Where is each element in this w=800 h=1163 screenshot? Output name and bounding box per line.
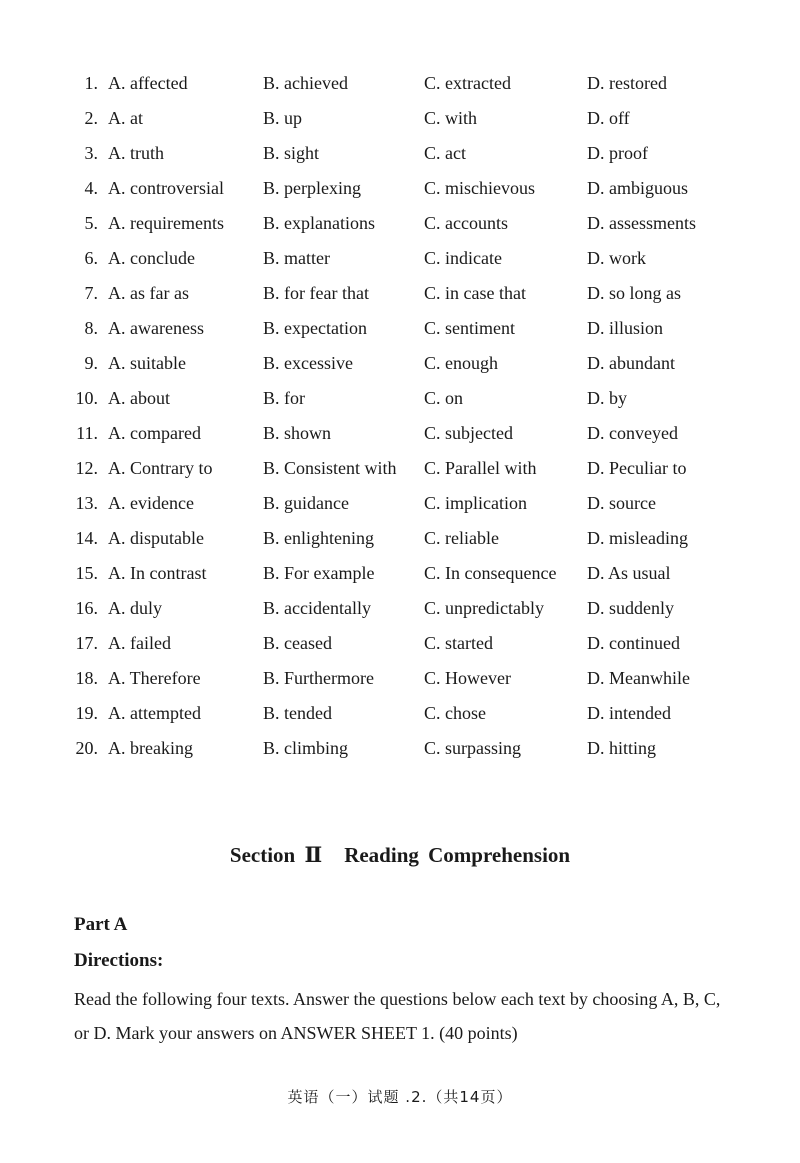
option-b: B. accidentally (263, 598, 371, 618)
question-row (0, 346, 800, 381)
option-c: C. subjected (424, 423, 513, 443)
section-number: Section Ⅱ (229, 843, 323, 867)
option-d: D. proof (587, 143, 648, 163)
option-c: C. implication (424, 493, 527, 513)
option-c: C. reliable (424, 528, 499, 548)
option-b: B. perplexing (263, 178, 361, 198)
option-c: C. unpredictably (424, 598, 544, 618)
question-number: 5. (84, 213, 98, 233)
question-number: 14. (75, 528, 98, 548)
option-b: B. Furthermore (263, 668, 374, 688)
option-a: A. attempted (108, 703, 201, 723)
option-a: A. breaking (108, 738, 193, 758)
option-b: B. shown (263, 423, 332, 443)
option-d: D. abundant (587, 353, 675, 373)
option-b: B. expectation (263, 318, 367, 338)
question-number: 20. (75, 738, 98, 758)
option-c: C. accounts (424, 213, 508, 233)
option-c: C. Parallel with (424, 458, 537, 478)
question-number: 11. (76, 423, 98, 443)
question-number: 7. (84, 283, 98, 303)
question-row (0, 206, 800, 241)
part-heading: Part A (74, 914, 128, 935)
option-a: A. about (108, 388, 170, 408)
option-c: C. in case that (424, 283, 526, 303)
option-a: A. duly (108, 598, 162, 618)
option-d: D. off (587, 108, 630, 128)
question-row (0, 136, 800, 171)
option-b: B. for (263, 388, 305, 408)
question-number: 4. (84, 178, 98, 198)
option-b: B. explanations (263, 213, 375, 233)
question-row (0, 731, 800, 766)
option-a: A. suitable (108, 353, 186, 373)
section-name: Reading Comprehension (344, 843, 571, 867)
question-row (0, 626, 800, 661)
question-row (0, 276, 800, 311)
option-a: A. conclude (108, 248, 195, 268)
question-row (0, 101, 800, 136)
question-row (0, 521, 800, 556)
option-d: D. misleading (587, 528, 688, 548)
option-d: D. suddenly (587, 598, 674, 618)
option-a: A. In contrast (108, 563, 207, 583)
directions-text: Read the following four texts. Answer the questions below each text by choosing A, B, C, or D. Mark your answers on ANSWER SHEET 1. (40 points) (74, 989, 721, 1043)
option-c: C. chose (424, 703, 486, 723)
option-b: B. guidance (263, 493, 349, 513)
page-footer: 英语（一）试题 .2.（共14页） (287, 1088, 513, 1106)
option-d: D. work (587, 248, 646, 268)
option-b: B. achieved (263, 73, 348, 93)
option-c: C. started (424, 633, 493, 653)
question-row (0, 556, 800, 591)
option-c: C. surpassing (424, 738, 522, 758)
option-c: C. with (424, 108, 478, 128)
option-d: D. illusion (587, 318, 664, 338)
option-d: D. ambiguous (587, 178, 688, 198)
question-number: 17. (75, 633, 98, 653)
question-row (0, 171, 800, 206)
question-number: 18. (75, 668, 98, 688)
option-a: A. disputable (108, 528, 204, 548)
option-d: D. intended (587, 703, 671, 723)
question-number: 8. (84, 318, 98, 338)
option-c: C. act (424, 143, 466, 163)
option-d: D. so long as (587, 283, 681, 303)
option-b: B. climbing (263, 738, 348, 758)
option-a: A. controversial (108, 178, 224, 198)
option-b: B. ceased (263, 633, 332, 653)
option-a: A. requirements (108, 213, 224, 233)
question-number: 15. (75, 563, 98, 583)
option-b: B. excessive (263, 353, 353, 373)
question-row (0, 241, 800, 276)
option-d: D. Meanwhile (587, 668, 690, 688)
option-c: C. enough (424, 353, 498, 373)
option-d: D. Peculiar to (587, 458, 687, 478)
option-c: C. mischievous (424, 178, 535, 198)
question-number: 12. (75, 458, 98, 478)
option-c: C. extracted (424, 73, 511, 93)
question-row (0, 311, 800, 346)
option-d: D. As usual (587, 563, 671, 583)
option-c: C. In consequence (424, 563, 557, 583)
question-number: 10. (75, 388, 98, 408)
option-a: A. Therefore (108, 668, 201, 688)
option-d: D. conveyed (587, 423, 678, 443)
option-b: B. up (263, 108, 303, 128)
option-b: B. for fear that (263, 283, 369, 303)
option-b: B. For example (263, 563, 375, 583)
question-number: 19. (75, 703, 98, 723)
question-number: 3. (84, 143, 98, 163)
option-d: D. restored (587, 73, 667, 93)
question-number: 16. (75, 598, 98, 618)
question-row (0, 381, 800, 416)
question-number: 9. (84, 353, 98, 373)
option-b: B. Consistent with (263, 458, 397, 478)
option-a: A. at (108, 108, 143, 128)
option-d: D. continued (587, 633, 680, 653)
directions-label: Directions: (74, 950, 164, 971)
option-c: C. However (424, 668, 511, 688)
option-a: A. evidence (108, 493, 194, 513)
section-title (0, 842, 800, 868)
question-number: 13. (75, 493, 98, 513)
option-c: C. on (424, 388, 464, 408)
option-d: D. hitting (587, 738, 657, 758)
option-d: D. source (587, 493, 656, 513)
question-list (0, 66, 800, 766)
question-row (0, 66, 800, 101)
question-row (0, 451, 800, 486)
question-number: 6. (84, 248, 98, 268)
question-row (0, 416, 800, 451)
option-b: B. tended (263, 703, 332, 723)
option-d: D. assessments (587, 213, 696, 233)
option-a: A. affected (108, 73, 188, 93)
question-row (0, 696, 800, 731)
question-number: 2. (84, 108, 98, 128)
question-row (0, 661, 800, 696)
option-a: A. failed (108, 633, 171, 653)
option-a: A. as far as (108, 283, 189, 303)
option-b: B. matter (263, 248, 330, 268)
question-row (0, 591, 800, 626)
option-a: A. awareness (108, 318, 204, 338)
option-c: C. indicate (424, 248, 502, 268)
option-a: A. compared (108, 423, 201, 443)
option-a: A. truth (108, 143, 164, 163)
option-b: B. enlightening (263, 528, 374, 548)
option-b: B. sight (263, 143, 320, 163)
option-c: C. sentiment (424, 318, 515, 338)
option-d: D. by (587, 388, 627, 408)
question-number: 1. (84, 73, 98, 93)
option-a: A. Contrary to (108, 458, 213, 478)
question-row (0, 486, 800, 521)
